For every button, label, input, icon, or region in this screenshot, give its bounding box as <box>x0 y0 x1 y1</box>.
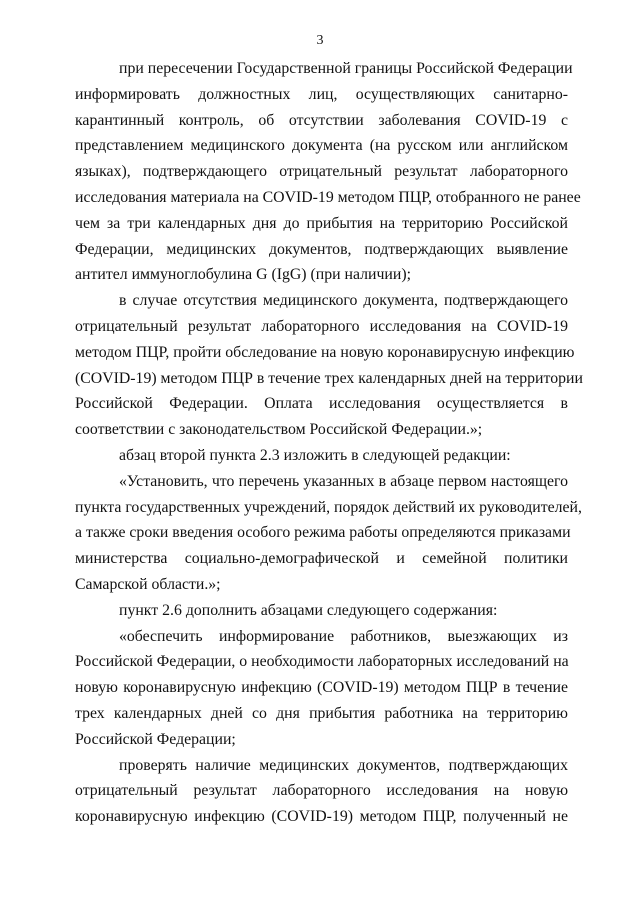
text-line: соответствии с законодательством Российской Федерации.»; <box>75 421 483 439</box>
text-line: антител иммуноглобулина G (IgG) (при наличии); <box>75 266 411 284</box>
text-line: отрицательный результат лабораторного исследования на COVID-19 <box>75 317 568 335</box>
page-number: 3 <box>316 33 324 48</box>
text-line: трех календарных дней со дня прибытия работника на территорию <box>75 704 568 722</box>
text-line: методом ПЦР, пройти обследование на новую коронавирусную инфекцию <box>75 343 575 361</box>
text-line: а также сроки введения особого режима работы определяются приказами <box>75 524 571 542</box>
document-body <box>75 56 583 830</box>
text-line: представлением медицинского документа (на русском или английском <box>75 137 568 155</box>
text-line: Российской Федерации. Оплата исследования осуществляется в <box>75 395 568 413</box>
text-line: коронавирусную инфекцию (COVID-19) методом ПЦР, полученный не <box>75 808 568 826</box>
text-line: новую коронавирусную инфекцию (COVID-19) методом ПЦР в течение <box>75 679 568 697</box>
text-line: при пересечении Государственной границы Российской Федерации <box>119 60 573 77</box>
text-line: чем за три календарных дня до прибытия на территорию Российской <box>75 214 568 232</box>
text-line: Российской Федерации, о необходимости лабораторных исследований на <box>75 653 569 671</box>
text-line: информировать должностных лиц, осуществляющих санитарно- <box>75 85 568 103</box>
text-line: министерства социально-демографической и семейной политики <box>75 550 568 568</box>
text-line: (COVID-19) методом ПЦР в течение трех календарных дней на территории <box>75 369 583 387</box>
text-line: абзац второй пункта 2.3 изложить в следующей редакции: <box>119 446 511 464</box>
text-line: Самарской области.»; <box>75 575 221 593</box>
text-line: языках), подтверждающего отрицательный результат лабораторного <box>75 163 568 181</box>
text-line: Российской Федерации; <box>75 730 236 748</box>
text-line: пункт 2.6 дополнить абзацами следующего содержания: <box>119 601 498 619</box>
text-line: «обеспечить информирование работников, выезжающих из <box>119 627 568 645</box>
text-line: Федерации, медицинских документов, подтверждающих выявление <box>75 240 568 258</box>
text-line: «Установить, что перечень указанных в абзаце первом настоящего <box>119 472 568 490</box>
text-line: в случае отсутствия медицинского документа, подтверждающего <box>119 292 568 310</box>
text-line: карантинный контроль, об отсутствии заболевания COVID-19 с <box>75 111 568 129</box>
text-line: проверять наличие медицинских документов, подтверждающих <box>119 756 568 774</box>
text-line: пункта государственных учреждений, порядок действий их руководителей, <box>75 498 582 516</box>
text-line: исследования материала на COVID-19 методом ПЦР, отобранного не ранее <box>75 188 581 206</box>
text-line: отрицательный результат лабораторного исследования на новую <box>75 782 568 800</box>
